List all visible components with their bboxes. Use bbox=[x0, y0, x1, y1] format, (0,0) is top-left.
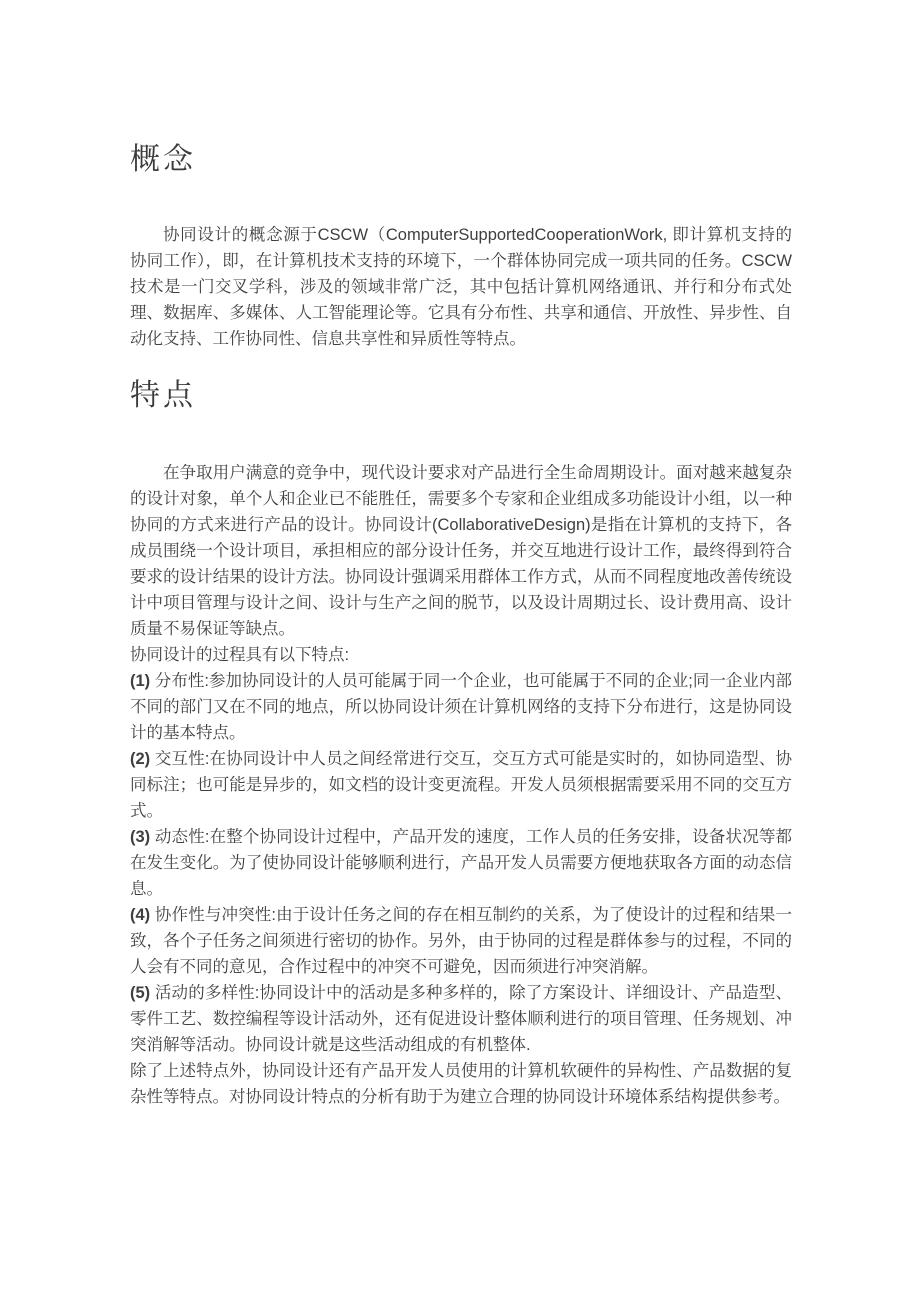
section-heading-concept: 概念 bbox=[130, 143, 196, 176]
feature-item-5-number: (5) bbox=[130, 984, 151, 1002]
closing-paragraph: 除了上述特点外，协同设计还有产品开发人员使用的计算机软硬件的异构性、产品数据的复杂性等特点。对协同设计特点的分析有助于为建立合理的协同设计环境体系结构提供参考。 bbox=[130, 1062, 792, 1106]
section-heading-features: 特点 bbox=[130, 379, 196, 412]
feature-item-1-number: (1) bbox=[130, 672, 151, 690]
feature-item-2 bbox=[130, 746, 792, 824]
feature-item-1 bbox=[130, 668, 792, 746]
feature-item-4-text: 协作性与冲突性:由于设计任务之间的存在相互制约的关系，为了使设计的过程和结果一致，各个子任务之间须进行密切的协作。另外，由于协同的过程是群体参与的过程，不同的人会有不同的意见，合作过程中的冲突不可避免，因而须进行冲突消解。 bbox=[130, 906, 792, 976]
feature-item-5-text: 活动的多样性:协同设计中的活动是多种多样的，除了方案设计、详细设计、产品造型、零件工艺、数控编程等设计活动外，还有促进设计整体顺利进行的项目管理、任务规划、冲突消解等活动。协同设计就是这些活动组成的有机整体. bbox=[130, 984, 792, 1054]
features-intro-paragraph: 在争取用户满意的竞争中，现代设计要求对产品进行全生命周期设计。面对越来越复杂的设计对象，单个人和企业已不能胜任，需要多个专家和企业组成多功能设计小组，以一种协同的方式来进行产品的设计。协同设计(CollaborativeDesign)是指在计算机的支持下，各成员围绕一个设计项目，承担相应的部分设计任务，并交互地进行设计工作，最终得到符合要求的设计结果的设计方法。协同设计强调采用群体工作方式，从而不同程度地改善传统设计中项目管理与设计之间、设计与生产之间的脱节，以及设计周期过长、设计费用高、设计质量不易保证等缺点。 bbox=[130, 464, 792, 638]
feature-item-4-number: (4) bbox=[130, 906, 151, 924]
feature-item-2-number: (2) bbox=[130, 750, 151, 768]
feature-item-4 bbox=[130, 902, 792, 980]
feature-item-1-text: 分布性:参加协同设计的人员可能属于同一个企业，也可能属于不同的企业;同一企业内部不同的部门又在不同的地点，所以协同设计须在计算机网络的支持下分布进行，这是协同设计的基本特点。 bbox=[130, 672, 793, 742]
feature-item-3-text: 动态性:在整个协同设计过程中，产品开发的速度，工作人员的任务安排，设备状况等都在发生变化。为了使协同设计能够顺利进行，产品开发人员需要方便地获取各方面的动态信息。 bbox=[130, 828, 792, 898]
feature-item-3-number: (3) bbox=[130, 828, 151, 846]
feature-item-2-text: 交互性:在协同设计中人员之间经常进行交互，交互方式可能是实时的，如协同造型、协同标注；也可能是异步的，如文档的设计变更流程。开发人员须根据需要采用不同的交互方式。 bbox=[130, 750, 792, 820]
features-list-lead: 协同设计的过程具有以下特点: bbox=[130, 646, 350, 664]
concept-paragraph: 协同设计的概念源于CSCW（ComputerSupportedCooperationWork, 即计算机支持的协同工作），即，在计算机技术支持的环境下，一个群体协同完成一项共同的任务。CSCW技术是一门交叉学科，涉及的领域非常广泛，其中包括计算机网络通讯、并行和分布式处理、数据库、多媒体、人工智能理论等。它具有分布性、共享和通信、开放性、异步性、自动化支持、工作协同性、信息共享性和异质性等特点。 bbox=[130, 226, 792, 348]
feature-item-3 bbox=[130, 824, 792, 902]
feature-item-5 bbox=[130, 980, 792, 1058]
